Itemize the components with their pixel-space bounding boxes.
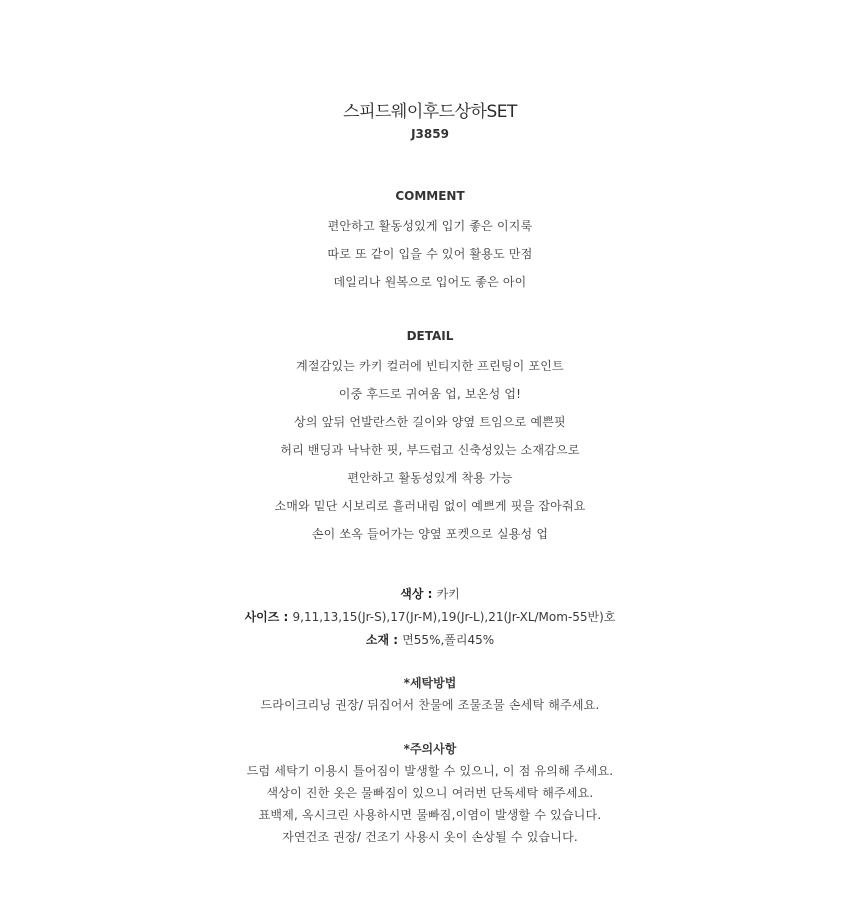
caution-line: 드럼 세탁기 이용시 틀어짐이 발생할 수 있으니, 이 점 유의해 주세요.: [246, 764, 614, 778]
comment-heading: COMMENT: [395, 189, 465, 203]
washing-line: 드라이크리닝 권장/ 뒤집어서 찬물에 조물조물 손세탁 해주세요.: [260, 698, 600, 712]
detail-line: 편안하고 활동성있게 착용 가능: [347, 471, 513, 485]
spec-material: [0, 631, 860, 648]
caution-heading: *주의사항: [403, 742, 457, 756]
spec-color-label: 색상 :: [400, 587, 437, 601]
detail-line: 허리 밴딩과 낙낙한 핏, 부드럽고 신축성있는 소재감으로: [280, 443, 580, 457]
comment-line: 따로 또 같이 입을 수 있어 활용도 만점: [327, 247, 533, 261]
caution-line: 자연건조 권장/ 건조기 사용시 옷이 손상될 수 있습니다.: [282, 830, 578, 844]
comment-line: 데일리나 원복으로 입어도 좋은 아이: [333, 275, 527, 289]
spec-material-value: 면55%,폴리45%: [402, 633, 495, 647]
detail-heading: DETAIL: [406, 329, 454, 343]
detail-line: 계절감있는 카키 컬러에 빈티지한 프린팅이 포인트: [296, 359, 564, 373]
caution-line: 색상이 진한 옷은 물빠짐이 있으니 여러번 단독세탁 해주세요.: [266, 786, 594, 800]
spec-size-value: 9,11,13,15(Jr-S),17(Jr-M),19(Jr-L),21(Jr-XL/Mom-55반)호: [292, 610, 616, 624]
washing-heading: *세탁방법: [403, 676, 457, 690]
spec-material-label: 소재 :: [365, 633, 403, 647]
product-code: J3859: [411, 127, 449, 141]
spec-size: [0, 608, 860, 625]
detail-line: 소매와 밑단 시보리로 흘러내림 없이 예쁘게 핏을 잡아줘요: [274, 499, 586, 513]
detail-line: 상의 앞뒤 언발란스한 길이와 양옆 트임으로 예쁜핏: [294, 415, 566, 429]
detail-line: 손이 쏘옥 들어가는 양옆 포켓으로 실용성 업: [311, 527, 549, 541]
product-name: 스피드웨이후드상하SET: [343, 102, 517, 122]
comment-line: 편안하고 활동성있게 입기 좋은 이지룩: [327, 219, 533, 233]
caution-line: 표백제, 옥시크린 사용하시면 물빠짐,이염이 발생할 수 있습니다.: [258, 808, 602, 822]
spec-color-value: 카키: [436, 587, 460, 601]
spec-size-label: 사이즈 :: [244, 610, 293, 624]
spec-color: [0, 585, 860, 602]
detail-line: 이중 후드로 귀여움 업, 보온성 업!: [338, 387, 522, 401]
